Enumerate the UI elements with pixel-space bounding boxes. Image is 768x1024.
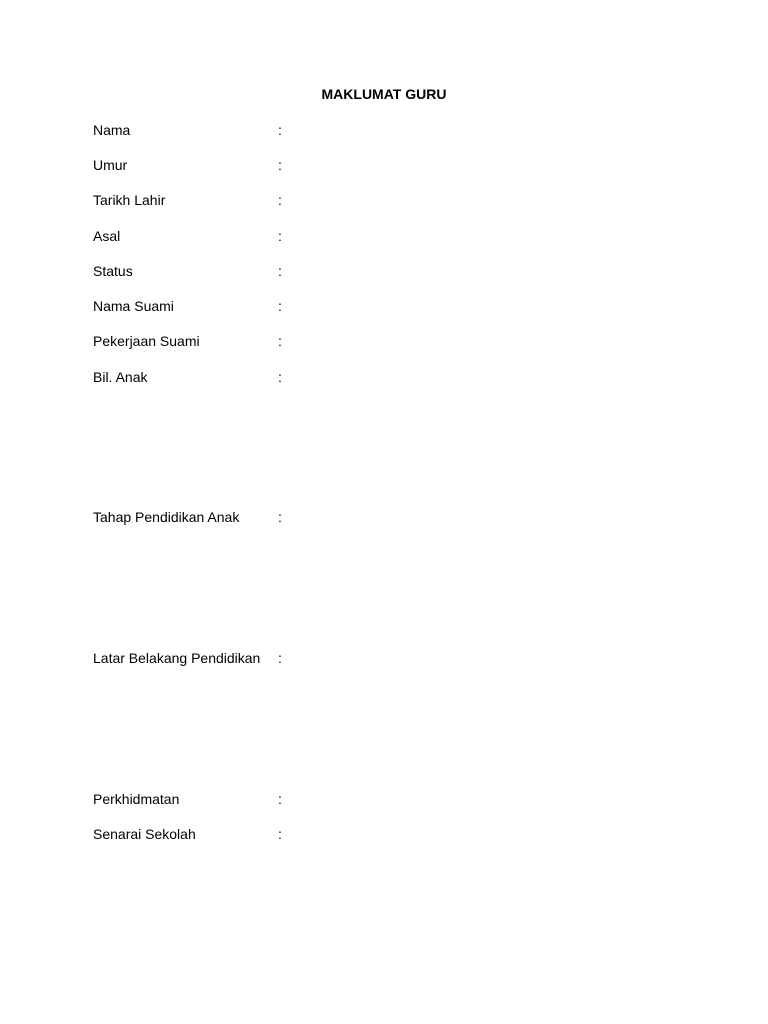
field-label: Asal — [93, 228, 121, 244]
field-separator: : — [278, 298, 282, 314]
field-row-bil-anak — [93, 367, 693, 387]
field-label: Bil. Anak — [93, 369, 148, 385]
field-row-perkhidmatan — [93, 789, 693, 809]
field-row-asal — [93, 226, 693, 246]
field-separator: : — [278, 333, 282, 349]
field-label: Nama — [93, 122, 131, 138]
field-label: Tahap Pendidikan Anak — [93, 509, 240, 525]
field-label: Senarai Sekolah — [93, 826, 196, 842]
field-separator: : — [278, 369, 282, 385]
document-title: MAKLUMAT GURU — [321, 86, 447, 102]
field-label: Status — [93, 263, 133, 279]
field-separator: : — [278, 826, 282, 842]
field-separator: : — [278, 228, 282, 244]
field-row-nama — [93, 120, 693, 140]
field-row-pekerjaan-suami — [93, 331, 693, 351]
field-label: Tarikh Lahir — [93, 192, 166, 208]
field-separator: : — [278, 263, 282, 279]
field-row-tarikh-lahir — [93, 190, 693, 210]
field-row-umur — [93, 155, 693, 175]
field-label: Latar Belakang Pendidikan — [93, 650, 261, 666]
field-label: Umur — [93, 157, 128, 173]
field-separator: : — [278, 122, 282, 138]
field-row-nama-suami — [93, 296, 693, 316]
field-row-senarai-sekolah — [93, 824, 693, 844]
field-row-latar-belakang-pendidikan — [93, 648, 693, 668]
field-separator: : — [278, 650, 282, 666]
field-label: Perkhidmatan — [93, 791, 180, 807]
field-separator: : — [278, 509, 282, 525]
field-separator: : — [278, 791, 282, 807]
field-row-tahap-pendidikan-anak — [93, 507, 693, 527]
field-separator: : — [278, 192, 282, 208]
field-label: Pekerjaan Suami — [93, 333, 200, 349]
field-row-status — [93, 261, 693, 281]
field-separator: : — [278, 157, 282, 173]
field-label: Nama Suami — [93, 298, 174, 314]
